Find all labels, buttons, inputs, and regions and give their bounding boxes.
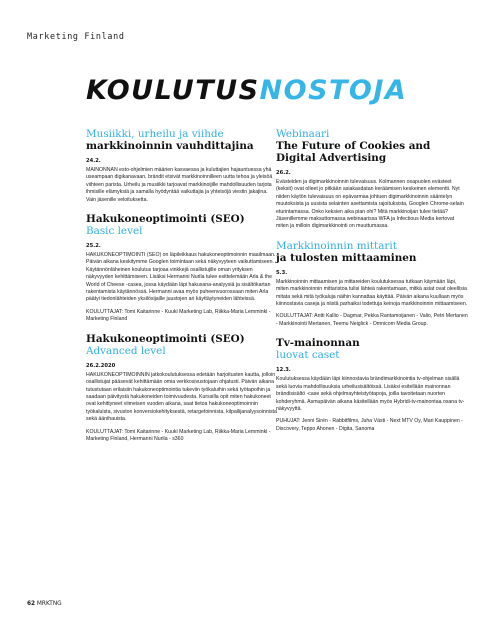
article-music-sports	[86, 128, 278, 204]
title-highlight: luovat caset	[276, 349, 340, 362]
page-headline	[86, 76, 407, 106]
title-dark: Hakukoneoptimointi (SEO)	[86, 213, 245, 226]
article-title	[86, 128, 278, 152]
article-body: Koulutuksessa käydään läpi kiinnostavia brändimarkkinointia tv-ohjelman sisällä sekä luovia mahdollisuuksia urheilusisältöissä. Lisäksi esitellään mainonnan brändisisältö -case sekä ohjelmayhteistyötapoja, joilla tavoitetaan nuorten kohderyhmä. Asmupäivän aikana käsitellään myös Hybridi-tv-mainontaa osana tv-näkyvyyttä.	[276, 376, 465, 412]
title-dark: The Future of Cookies and Digital Advertising	[276, 140, 431, 164]
page-number: 62	[27, 601, 36, 607]
article-trainers: KOULUTTAJAT: Tomi Kaitarinne - Kuuki Marketing Lab, Riikka-Maria Lemminki - Marketing Finland	[86, 308, 271, 323]
title-highlight: Webinaari	[276, 128, 330, 140]
section-label: Marketing Finland	[27, 31, 125, 41]
title-dark: Tv-mainonnan	[276, 337, 360, 350]
article-date: 26.2.2020	[86, 362, 116, 369]
article-title	[86, 213, 278, 237]
title-highlight: Musiikki, urheilu ja viihde	[86, 128, 224, 140]
article-date: 5.3.	[276, 269, 288, 276]
article-trainers: KOULUTTAJAT: Antti Kallio - Dagmar, Pekka Rantamoijanen - Valio, Petri Mertanen - Markkinointi Mertanen, Teemu Neiglick - Omnicom Media Group.	[276, 313, 468, 327]
title-dark: Hakukoneoptimointi (SEO)	[86, 332, 245, 345]
article-trainers: KOULUTTAJAT: Tomi Kaitarinne - Kuuki Marketing Lab, Riikka-Maria Lemminki - Marketing Finland, Hermanni Nurila - s360	[86, 428, 271, 442]
title-highlight: Advanced level	[86, 344, 166, 357]
left-column	[86, 128, 278, 452]
article-body: MAINONNAN esto-ohjelmien määrien kasvaessa ja kuluttajien hajauntuessa yhä useampaan digikanavaan, brändit etsivät markkinoinnilleen uutta tehoa ja yleisöä viihteen parista. Urheilu ja musiikki tarjoavat markkinoijille mahdollisuuden tarjota ihmisille elämyksiä ja samalla hyödyntää vaikuttajia ja yhteisöjä viestin jakajina. Vain jäsenille veloituksetta.	[86, 167, 273, 203]
article-speakers: PUHUJAT: Jenni Sirén - Rabbitfilms, Juha Västi - Next MTV Oy, Mari Kauppinen - Discovery, Teppo Ahonen - Digita, Sanoma	[276, 418, 463, 432]
publication-name: MRKTNG	[36, 601, 62, 607]
article-tv-cases	[276, 337, 468, 433]
article-body: Markkinoinnin mittaamisen ja mittareiden koulutuksessa tutkaan käymään läpi, miten markkinoinnin mittaristoa tulisi lähteä rakentamaan, mitkä asiat ovat oleellisia mitata sekä mitä työkaluja näihin kannattaa käyttää. Päivän aikana kuullaan myös kiinnostavia caseja ja niistä parhaiksi todettuja keinoja markkinoinnin mittaamiseen.	[276, 278, 468, 308]
article-body: HAKUKONEOPTIMOINNIN jatkokoulutuksessa edetään harjoitusten kautta, jolloin osallistujat pääsevät kehittämään omia verkkosivustojaan ohjatusti. Päivän aikana tutustutaan erilaisiin hakukoneoptimointia tukeviin työkaluihin sekä työtapoihin ja saadaan päivitystä hakukoneiden toimivuudesta. Kurssilla opit miten hakukoneet ovat kehittyneet viimeisen vuoden aikana, saat tietoa hakukoneoptimoinnin työkaluista, sivuston konversiokehityksestä, retargetoinnista, kilpailijanalyysoinnista sekä äänihauista.	[86, 371, 277, 423]
article-title	[276, 240, 468, 264]
headline-word-1: KOULUTUS	[86, 75, 260, 106]
page-footer	[27, 601, 62, 607]
article-webinar-cookies	[276, 128, 468, 231]
article-title	[276, 337, 468, 361]
right-column	[276, 128, 468, 442]
article-date: 25.2.	[86, 243, 101, 250]
article-seo-basic	[86, 213, 278, 324]
article-title	[86, 333, 278, 357]
article-date: 12.3.	[276, 367, 291, 374]
title-dark: markkinoinnin vauhdittajina	[86, 140, 254, 152]
article-date: 24.2.	[86, 158, 101, 164]
article-title	[276, 128, 468, 164]
article-date: 26.2.	[276, 170, 291, 176]
title-highlight: Basic level	[86, 225, 143, 238]
headline-word-2: NOSTOJA	[259, 75, 408, 106]
article-seo-advanced	[86, 333, 278, 444]
article-body: Evästeiden ja digimarkkinoinnin tulevaisuus. Kolmannen osapuolen evästeet (keksit) ovat olleet jo pitkään asiakasdatan keräämisen keskeinen elementti. Nyt niiden käytön tulevaisuus on epävarmaa johtuen digimarkkinoinnin sääntelyn muutoksista ja uusista selainten asettamista rajoituksista, Googlen Chrome-selain eturintamassa. Onko keksien aika pian ohi? Mitä markkinoijan tulee tietää? Jäsenillemme maksuttomassa webinaarissa WFA ja Infectious Media kertovat miten ja milloin digimarkkinointi on muuttumassa.	[276, 179, 464, 230]
title-highlight: Markkinoinnin mittarit	[276, 239, 397, 252]
article-metrics	[276, 240, 468, 328]
title-dark: ja tulosten mittaaminen	[276, 251, 417, 264]
article-body: HAKUKONEOPTIMOINTI (SEO) on läpileikkaus hakukoneoptimoinnin maailmaan. Päivän aikana keskitymme Googlen toimintaan sekä näkyvyyteen vaikuttamiseen. Käytännönläheinen koulutus tarjoaa vinkkejä osallistujille oman yrityksen näkyvyyden kehittämiseen. Lisäksi Hermanni Nurila tulee esittelemään Arla & the World of Cheese -casea, jossa käydään läpi hakusana-analyysiä ja sisältökartan rakentamista käytännössä. Hermanni avaa myös puheenvuorossaan miten Arla päätyi tiedonlähteiden yksilösijaille juustojen ari käyttäytyneiden lähteissä.	[86, 252, 276, 303]
